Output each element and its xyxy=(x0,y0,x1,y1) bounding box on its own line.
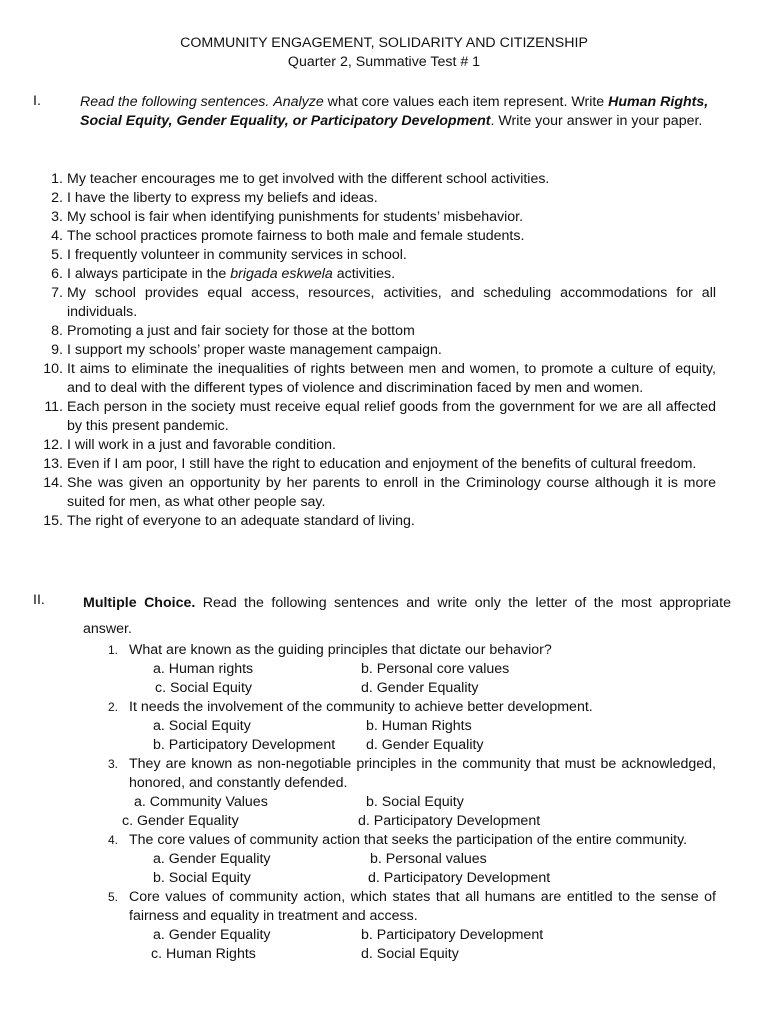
option-b: b. Human Rights xyxy=(366,718,472,734)
list-item xyxy=(0,322,716,341)
part2-numeral: II. xyxy=(33,592,45,608)
list-item xyxy=(0,512,716,531)
instruction-analyze: Analyze xyxy=(273,94,324,110)
question-number: 3. xyxy=(107,757,118,771)
option-a: a. Human rights xyxy=(153,661,254,677)
item-text: My school is fair when identifying punishments for students’ misbehavior. xyxy=(67,209,524,225)
option-a: a. Community Values xyxy=(134,794,268,810)
item-text: Promoting a just and fair society for those at the bottom xyxy=(67,323,415,339)
list-item xyxy=(0,246,716,265)
part1-items xyxy=(0,170,768,531)
question-text: They are known as non-negotiable principles in the community that must be acknowledged, honored, and constantly defended. xyxy=(129,756,716,791)
list-item xyxy=(0,284,716,322)
option-a: a. Gender Equality xyxy=(153,851,271,867)
item-text-post: activities. xyxy=(332,266,396,282)
item-number: 5. xyxy=(51,247,63,263)
item-text: The school practices promote fairness to both male and female students. xyxy=(67,228,525,244)
item-number: 4. xyxy=(51,228,63,244)
item-number: 15. xyxy=(43,513,63,529)
item-number: 2. xyxy=(51,190,63,206)
option-d: d. Gender Equality xyxy=(361,680,479,696)
part1-instruction xyxy=(80,93,720,131)
option-c: b. Social Equity xyxy=(153,870,251,886)
item-text: I will work in a just and favorable condition. xyxy=(67,437,336,453)
item-text: Each person in the society must receive equal relief goods from the government for we are all affected by this present pandemic. xyxy=(67,399,716,434)
item-text: The right of everyone to an adequate standard of living. xyxy=(67,513,415,529)
question-number: 1. xyxy=(107,643,118,657)
item-number: 1. xyxy=(51,171,63,187)
question-text: It needs the involvement of the community to achieve better development. xyxy=(129,699,593,715)
option-b: b. Personal core values xyxy=(361,661,510,677)
item-number: 3. xyxy=(51,209,63,225)
item-number: 6. xyxy=(51,266,63,282)
item-text: Even if I am poor, I still have the right to education and enjoyment of the benefits of cultural freedom. xyxy=(67,456,697,472)
list-item xyxy=(0,265,716,284)
item-number: 7. xyxy=(51,285,63,301)
item-number: 10. xyxy=(43,361,63,377)
question xyxy=(0,641,768,698)
item-number: 9. xyxy=(51,342,63,358)
option-c: c. Social Equity xyxy=(155,680,252,696)
list-item xyxy=(0,170,716,189)
list-item xyxy=(0,341,716,360)
item-text: I have the liberty to express my beliefs and ideas. xyxy=(67,190,378,206)
instruction-options: Human Rights, Social Equity, Gender Equality, or Participatory Development xyxy=(80,94,709,129)
option-c: c. Human Rights xyxy=(151,946,256,962)
option-a: a. Gender Equality xyxy=(153,927,271,943)
item-number: 12. xyxy=(43,437,63,453)
item-text: I support my schools’ proper waste management campaign. xyxy=(67,342,442,358)
question xyxy=(0,698,768,755)
part2-questions xyxy=(0,641,768,964)
part2-instruction-text: Read the following sentences and write only the letter of the most appropriate answer. xyxy=(83,595,731,637)
list-item xyxy=(0,208,716,227)
part1-numeral: I. xyxy=(33,93,41,109)
option-c: c. Gender Equality xyxy=(122,813,239,829)
question-number: 4. xyxy=(107,833,118,847)
document-title: COMMUNITY ENGAGEMENT, SOLIDARITY AND CITIZENSHIP xyxy=(180,35,588,51)
instruction-mid: what core values each item represent. Write xyxy=(323,94,609,110)
question-text: Core values of community action, which states that all humans are entitled to the sense of fairness and equality in treatment and access. xyxy=(129,889,716,924)
part2-instruction xyxy=(83,590,731,642)
question xyxy=(0,831,768,888)
question-number: 2. xyxy=(107,700,118,714)
item-text: I frequently volunteer in community services in school. xyxy=(67,247,407,263)
option-d: d. Gender Equality xyxy=(366,737,484,753)
option-d: d. Participatory Development xyxy=(358,813,541,829)
item-text: It aims to eliminate the inequalities of rights between men and women, to promote a culture of equity, and to deal with the different types of violence and discrimination faced by men and women. xyxy=(67,361,716,396)
item-number: 11. xyxy=(44,399,63,415)
list-item xyxy=(0,227,716,246)
option-c: b. Participatory Development xyxy=(153,737,336,753)
item-text: My school provides equal access, resources, activities, and scheduling accommodations for all individuals. xyxy=(67,285,716,320)
option-b: b. Participatory Development xyxy=(361,927,544,943)
option-b: b. Personal values xyxy=(370,851,487,867)
item-number: 8. xyxy=(51,323,63,339)
option-b: b. Social Equity xyxy=(366,794,464,810)
list-item xyxy=(0,360,716,398)
question-number: 5. xyxy=(107,890,118,904)
multiple-choice-label: Multiple Choice. xyxy=(83,595,196,611)
list-item xyxy=(0,436,716,455)
document-subtitle: Quarter 2, Summative Test # 1 xyxy=(287,54,481,70)
question xyxy=(0,755,768,831)
item-text-em: brigada eskwela xyxy=(230,266,333,282)
list-item xyxy=(0,398,716,436)
item-number: 14. xyxy=(43,475,63,491)
option-d: d. Social Equity xyxy=(361,946,459,962)
item-text-pre: I always participate in the xyxy=(67,266,231,282)
list-item xyxy=(0,189,716,208)
list-item xyxy=(0,455,716,474)
item-number: 13. xyxy=(43,456,63,472)
list-item xyxy=(0,474,716,512)
question xyxy=(0,888,768,964)
instruction-read: Read the following sentences. xyxy=(80,94,270,110)
item-text: My teacher encourages me to get involved with the different school activities. xyxy=(67,171,550,187)
instruction-end: . Write your answer in your paper. xyxy=(490,113,703,129)
item-text: She was given an opportunity by her parents to enroll in the Criminology course although it is more suited for men, as what other people say. xyxy=(67,475,716,510)
option-a: a. Social Equity xyxy=(153,718,251,734)
question-text: The core values of community action that seeks the participation of the entire community. xyxy=(129,832,688,848)
question-text: What are known as the guiding principles that dictate our behavior? xyxy=(129,642,552,658)
option-d: d. Participatory Development xyxy=(368,870,551,886)
